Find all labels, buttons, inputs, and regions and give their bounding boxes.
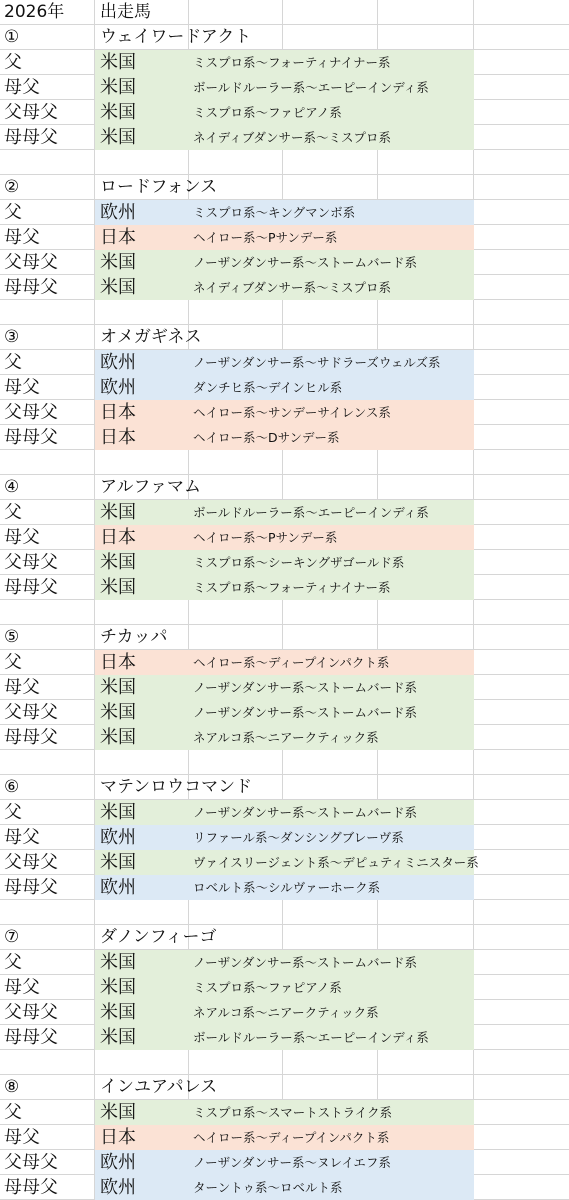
empty-cell[interactable] <box>378 475 474 500</box>
sire-line-label: ミスプロ系～ファピアノ系 <box>193 105 342 120</box>
empty-cell[interactable] <box>283 600 378 625</box>
pedigree-role-label: 父 <box>4 202 22 223</box>
sire-line-label: ノーザンダンサー系～サドラーズウェルズ系 <box>193 355 441 370</box>
empty-cell[interactable] <box>474 75 569 100</box>
sire-line-label: ヘイロー系～Dサンデー系 <box>193 430 340 445</box>
pedigree-row <box>0 575 569 600</box>
empty-cell[interactable] <box>474 575 569 600</box>
pedigree-role-label: 父母父 <box>4 1152 58 1173</box>
pedigree-row <box>0 400 569 425</box>
pedigree-row <box>0 800 569 825</box>
empty-cell[interactable] <box>474 425 569 450</box>
empty-cell[interactable] <box>378 1050 474 1075</box>
empty-cell[interactable] <box>95 300 189 325</box>
empty-cell[interactable] <box>474 925 569 950</box>
region-label: 米国 <box>100 502 136 523</box>
pedigree-role-label: 母父 <box>4 1127 40 1148</box>
empty-cell[interactable] <box>474 550 569 575</box>
empty-cell[interactable] <box>474 900 569 925</box>
pedigree-role-label: 母父 <box>4 527 40 548</box>
region-label: 欧州 <box>100 352 136 373</box>
empty-cell[interactable] <box>474 725 569 750</box>
empty-cell[interactable] <box>283 925 378 950</box>
empty-cell[interactable] <box>474 275 569 300</box>
empty-cell[interactable] <box>474 375 569 400</box>
pedigree-row <box>0 825 569 850</box>
empty-cell[interactable] <box>283 750 378 775</box>
empty-cell[interactable] <box>283 150 378 175</box>
sire-line-label: ノーザンダンサー系～ストームバード系 <box>193 705 418 720</box>
pedigree-role-label: 母父 <box>4 977 40 998</box>
sire-line-label: ボールドルーラー系～エーピーインディ系 <box>193 1030 429 1045</box>
empty-cell[interactable] <box>189 150 283 175</box>
pedigree-row <box>0 550 569 575</box>
empty-cell[interactable] <box>474 150 569 175</box>
sire-line-label: ノーザンダンサー系～ヌレイエフ系 <box>193 1155 391 1170</box>
horse-title-row <box>0 625 569 650</box>
pedigree-role-label: 父母父 <box>4 702 58 723</box>
region-label: 米国 <box>100 1102 136 1123</box>
sire-line-label: リファール系～ダンシングブレーヴ系 <box>193 830 404 845</box>
empty-cell[interactable] <box>474 1075 569 1100</box>
pedigree-row <box>0 375 569 400</box>
empty-cell[interactable] <box>474 450 569 475</box>
pedigree-row <box>0 425 569 450</box>
region-label: 米国 <box>100 952 136 973</box>
empty-cell[interactable] <box>378 600 474 625</box>
empty-cell[interactable] <box>378 175 474 200</box>
empty-cell[interactable] <box>283 25 378 50</box>
region-label: 米国 <box>100 727 136 748</box>
region-label: 米国 <box>100 577 136 598</box>
empty-cell[interactable] <box>474 400 569 425</box>
header-row <box>0 0 569 25</box>
pedigree-row <box>0 525 569 550</box>
pedigree-role-label: 父 <box>4 1102 22 1123</box>
year-label: 2026年 <box>4 2 65 22</box>
pedigree-row <box>0 1100 569 1125</box>
horse-number: ⑥ <box>4 777 20 797</box>
horse-title-row <box>0 925 569 950</box>
spacer-row <box>0 300 569 325</box>
empty-cell[interactable] <box>283 0 378 25</box>
region-label: 米国 <box>100 1002 136 1023</box>
pedigree-row <box>0 200 569 225</box>
horse-number: ① <box>4 27 20 47</box>
empty-cell[interactable] <box>474 300 569 325</box>
pedigree-role-label: 母母父 <box>4 877 58 898</box>
empty-cell[interactable] <box>474 800 569 825</box>
pedigree-role-label: 父 <box>4 52 22 73</box>
pedigree-row <box>0 225 569 250</box>
sire-line-label: ヘイロー系～ディープインパクト系 <box>193 1130 390 1145</box>
region-label: 米国 <box>100 1027 136 1048</box>
region-label: 欧州 <box>100 877 136 898</box>
pedigree-row <box>0 500 569 525</box>
header-cell-title[interactable] <box>95 0 189 25</box>
empty-cell[interactable] <box>474 25 569 50</box>
empty-cell[interactable] <box>474 250 569 275</box>
empty-cell[interactable] <box>283 450 378 475</box>
pedigree-role-label: 父 <box>4 952 22 973</box>
sire-line-label: ミスプロ系～キングマンボ系 <box>193 205 356 220</box>
pedigree-role-label: 母母父 <box>4 1027 58 1048</box>
sire-line-label: ヘイロー系～ディープインパクト系 <box>193 655 390 670</box>
empty-cell[interactable] <box>378 300 474 325</box>
sire-line-label: ネアルコ系～ニアークティック系 <box>193 730 379 745</box>
sire-line-label: ネイディブダンサー系～ミスプロ系 <box>193 130 392 145</box>
pedigree-role-label: 父 <box>4 352 22 373</box>
region-label: 米国 <box>100 252 136 273</box>
pedigree-role-label: 母父 <box>4 77 40 98</box>
horse-name: ロードフォンス <box>100 177 218 197</box>
horse-name: ダノンフィーゴ <box>100 927 217 947</box>
pedigree-role-label: 母父 <box>4 227 40 248</box>
empty-cell[interactable] <box>0 750 95 775</box>
pedigree-row <box>0 50 569 75</box>
horse-name: ウェイワードアクト <box>100 27 252 47</box>
pedigree-role-label: 母父 <box>4 377 40 398</box>
empty-cell[interactable] <box>95 1050 189 1075</box>
empty-cell[interactable] <box>474 1050 569 1075</box>
pedigree-row <box>0 1175 569 1200</box>
pedigree-role-label: 父母父 <box>4 1002 58 1023</box>
horse-title-row <box>0 25 569 50</box>
region-label: 米国 <box>100 677 136 698</box>
pedigree-row <box>0 1150 569 1175</box>
empty-cell[interactable] <box>0 150 95 175</box>
pedigree-row <box>0 725 569 750</box>
pedigree-role-label: 父 <box>4 802 22 823</box>
empty-cell[interactable] <box>474 675 569 700</box>
empty-cell[interactable] <box>474 825 569 850</box>
pedigree-row <box>0 100 569 125</box>
empty-cell[interactable] <box>189 300 283 325</box>
horse-title-row <box>0 475 569 500</box>
horse-number: ② <box>4 177 20 197</box>
empty-cell[interactable] <box>474 600 569 625</box>
pedigree-row <box>0 1025 569 1050</box>
empty-cell[interactable] <box>474 225 569 250</box>
region-label: 欧州 <box>100 1177 136 1198</box>
empty-cell[interactable] <box>283 900 378 925</box>
sire-line-label: ボールドルーラー系～エーピーインディ系 <box>193 80 429 95</box>
empty-cell[interactable] <box>474 775 569 800</box>
empty-cell[interactable] <box>189 325 283 350</box>
horse-name: アルファマム <box>100 477 201 497</box>
empty-cell[interactable] <box>283 175 378 200</box>
pedigree-role-label: 母母父 <box>4 277 58 298</box>
pedigree-role-label: 母母父 <box>4 1177 58 1198</box>
empty-cell[interactable] <box>95 900 189 925</box>
empty-cell[interactable] <box>378 450 474 475</box>
horse-number: ⑦ <box>4 927 20 947</box>
horse-title-row <box>0 325 569 350</box>
spacer-row <box>0 1050 569 1075</box>
horse-name: チカッパ <box>100 627 168 647</box>
empty-cell[interactable] <box>378 925 474 950</box>
empty-cell[interactable] <box>189 0 283 25</box>
empty-cell[interactable] <box>378 325 474 350</box>
empty-cell[interactable] <box>378 900 474 925</box>
empty-cell[interactable] <box>189 1050 283 1075</box>
empty-cell[interactable] <box>474 1175 569 1200</box>
empty-cell[interactable] <box>283 1050 378 1075</box>
pedigree-role-label: 父母父 <box>4 552 58 573</box>
empty-cell[interactable] <box>283 475 378 500</box>
pedigree-row <box>0 975 569 1000</box>
pedigree-role-label: 母父 <box>4 677 40 698</box>
pedigree-row <box>0 850 569 875</box>
empty-cell[interactable] <box>189 750 283 775</box>
region-label: 日本 <box>100 652 136 673</box>
spacer-row <box>0 150 569 175</box>
pedigree-row <box>0 75 569 100</box>
table-title: 出走馬 <box>100 2 151 22</box>
empty-cell[interactable] <box>189 450 283 475</box>
empty-cell[interactable] <box>474 850 569 875</box>
pedigree-row <box>0 675 569 700</box>
empty-cell[interactable] <box>0 900 95 925</box>
empty-cell[interactable] <box>0 1050 95 1075</box>
empty-cell[interactable] <box>474 50 569 75</box>
pedigree-role-label: 母母父 <box>4 727 58 748</box>
horse-name: オメガギネス <box>100 327 202 347</box>
empty-cell[interactable] <box>474 500 569 525</box>
pedigree-role-label: 父 <box>4 502 22 523</box>
empty-cell[interactable] <box>189 900 283 925</box>
empty-cell[interactable] <box>0 450 95 475</box>
pedigree-role-label: 母母父 <box>4 577 58 598</box>
empty-cell[interactable] <box>283 325 378 350</box>
region-label: 米国 <box>100 277 136 298</box>
empty-cell[interactable] <box>474 1100 569 1125</box>
horse-number: ⑧ <box>4 1077 20 1097</box>
sire-line-label: ヘイロー系～サンデーサイレンス系 <box>193 405 391 420</box>
region-label: 米国 <box>100 102 136 123</box>
sire-line-label: ノーザンダンサー系～ストームバード系 <box>193 255 418 270</box>
pedigree-role-label: 母母父 <box>4 427 58 448</box>
sire-line-label: ノーザンダンサー系～ストームバード系 <box>193 680 418 695</box>
sire-line-label: ターントゥ系～ロベルト系 <box>193 1180 343 1195</box>
pedigree-row <box>0 125 569 150</box>
empty-cell[interactable] <box>378 750 474 775</box>
empty-cell[interactable] <box>474 325 569 350</box>
region-label: 日本 <box>100 1127 136 1148</box>
empty-cell[interactable] <box>95 450 189 475</box>
region-label: 米国 <box>100 802 136 823</box>
sire-line-label: ミスプロ系～スマートストライク系 <box>193 1105 393 1120</box>
region-label: 日本 <box>100 402 136 423</box>
spacer-row <box>0 900 569 925</box>
spacer-row <box>0 750 569 775</box>
region-label: 日本 <box>100 427 136 448</box>
horse-number: ④ <box>4 477 20 497</box>
region-label: 米国 <box>100 852 136 873</box>
pedigree-row <box>0 1125 569 1150</box>
horse-title-row <box>0 1075 569 1100</box>
region-label: 米国 <box>100 702 136 723</box>
empty-cell[interactable] <box>378 25 474 50</box>
pedigree-row <box>0 650 569 675</box>
sire-line-label: ヘイロー系～Pサンデー系 <box>193 230 338 245</box>
empty-cell[interactable] <box>474 200 569 225</box>
pedigree-row <box>0 700 569 725</box>
horse-title-row <box>0 775 569 800</box>
empty-cell[interactable] <box>474 525 569 550</box>
empty-cell[interactable] <box>378 1075 474 1100</box>
horse-name: マテンロウコマンド <box>100 777 253 797</box>
pedigree-role-label: 父母父 <box>4 252 58 273</box>
region-label: 欧州 <box>100 827 136 848</box>
region-label: 欧州 <box>100 202 136 223</box>
empty-cell[interactable] <box>474 0 569 25</box>
empty-cell[interactable] <box>283 300 378 325</box>
empty-cell[interactable] <box>378 625 474 650</box>
horse-number: ③ <box>4 327 20 347</box>
empty-cell[interactable] <box>474 100 569 125</box>
pedigree-row <box>0 875 569 900</box>
empty-cell[interactable] <box>474 350 569 375</box>
sire-line-label: ロベルト系～シルヴァーホーク系 <box>193 880 381 895</box>
sire-line-label: ボールドルーラー系～エーピーインディ系 <box>193 505 429 520</box>
empty-cell[interactable] <box>189 475 283 500</box>
pedigree-row <box>0 950 569 975</box>
empty-cell[interactable] <box>0 600 95 625</box>
horse-name: インユアパレス <box>100 1077 218 1097</box>
horse-title-row <box>0 175 569 200</box>
region-label: 日本 <box>100 227 136 248</box>
empty-cell[interactable] <box>189 600 283 625</box>
pedigree-role-label: 父母父 <box>4 852 58 873</box>
pedigree-row <box>0 275 569 300</box>
sire-line-label: ダンチヒ系～デインヒル系 <box>193 380 343 395</box>
region-label: 米国 <box>100 77 136 98</box>
sire-line-label: ノーザンダンサー系～ストームバード系 <box>193 955 418 970</box>
sire-line-label: ネアルコ系～ニアークティック系 <box>193 1005 379 1020</box>
empty-cell[interactable] <box>474 1150 569 1175</box>
sire-line-label: ミスプロ系～シーキングザゴールド系 <box>193 555 405 570</box>
region-label: 日本 <box>100 527 136 548</box>
empty-cell[interactable] <box>474 1000 569 1025</box>
sire-line-label: ヴァイスリージェント系～デピュティミニスター系 <box>193 855 479 870</box>
sire-line-label: ノーザンダンサー系～ストームバード系 <box>193 805 418 820</box>
empty-cell[interactable] <box>95 600 189 625</box>
empty-cell[interactable] <box>474 1025 569 1050</box>
empty-cell[interactable] <box>189 625 283 650</box>
empty-cell[interactable] <box>95 150 189 175</box>
empty-cell[interactable] <box>378 0 474 25</box>
region-label: 欧州 <box>100 377 136 398</box>
pedigree-row <box>0 1000 569 1025</box>
sire-line-label: ネイディブダンサー系～ミスプロ系 <box>193 280 392 295</box>
empty-cell[interactable] <box>283 775 378 800</box>
pedigree-role-label: 父母父 <box>4 102 58 123</box>
pedigree-row <box>0 350 569 375</box>
empty-cell[interactable] <box>0 300 95 325</box>
region-label: 米国 <box>100 127 136 148</box>
sire-line-label: ミスプロ系～フォーティナイナー系 <box>193 55 391 70</box>
empty-cell[interactable] <box>474 700 569 725</box>
spacer-row <box>0 450 569 475</box>
header-cell-year[interactable] <box>0 0 95 25</box>
horse-number: ⑤ <box>4 627 20 647</box>
pedigree-role-label: 母父 <box>4 827 40 848</box>
spacer-row <box>0 600 569 625</box>
sire-line-label: ミスプロ系～ファピアノ系 <box>193 980 342 995</box>
pedigree-row <box>0 250 569 275</box>
pedigree-role-label: 母母父 <box>4 127 58 148</box>
region-label: 米国 <box>100 52 136 73</box>
region-label: 米国 <box>100 977 136 998</box>
region-label: 米国 <box>100 552 136 573</box>
empty-cell[interactable] <box>378 150 474 175</box>
empty-cell[interactable] <box>474 750 569 775</box>
empty-cell[interactable] <box>474 650 569 675</box>
empty-cell[interactable] <box>378 775 474 800</box>
pedigree-role-label: 父母父 <box>4 402 58 423</box>
empty-cell[interactable] <box>474 950 569 975</box>
empty-cell[interactable] <box>474 875 569 900</box>
empty-cell[interactable] <box>474 1125 569 1150</box>
empty-cell[interactable] <box>474 625 569 650</box>
pedigree-role-label: 父 <box>4 652 22 673</box>
empty-cell[interactable] <box>283 1075 378 1100</box>
empty-cell[interactable] <box>283 625 378 650</box>
sire-line-label: ミスプロ系～フォーティナイナー系 <box>193 580 391 595</box>
empty-cell[interactable] <box>474 975 569 1000</box>
empty-cell[interactable] <box>474 125 569 150</box>
sire-line-label: ヘイロー系～Pサンデー系 <box>193 530 338 545</box>
empty-cell[interactable] <box>95 750 189 775</box>
region-label: 欧州 <box>100 1152 136 1173</box>
empty-cell[interactable] <box>474 475 569 500</box>
empty-cell[interactable] <box>474 175 569 200</box>
